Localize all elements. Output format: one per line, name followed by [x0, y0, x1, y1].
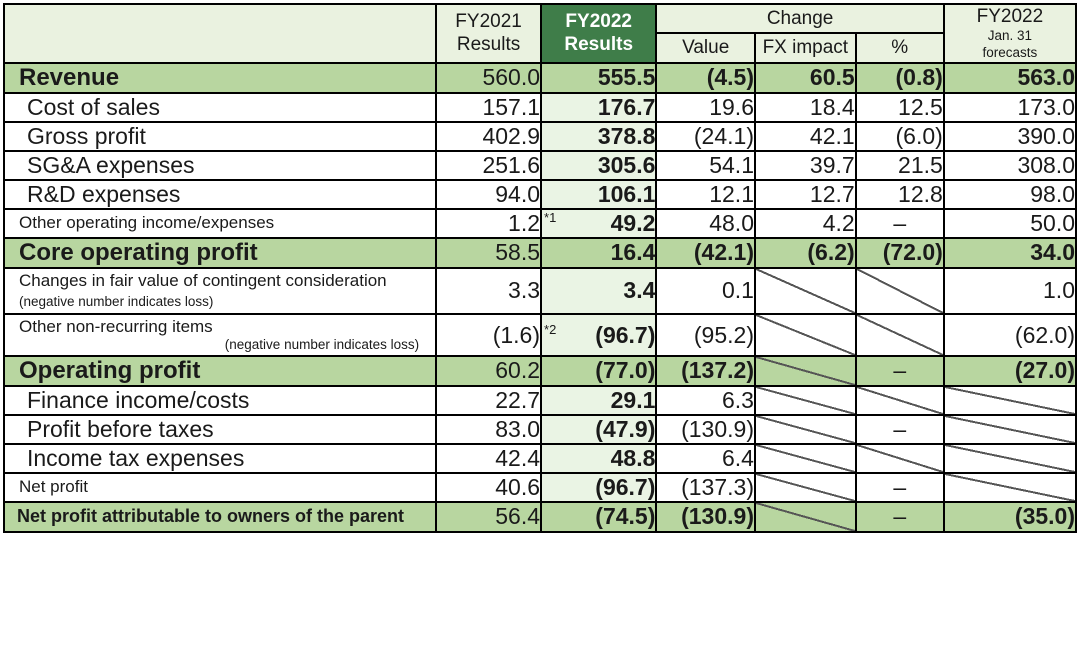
row-label-sga-expenses: SG&A expenses [4, 151, 436, 180]
cell-revenue-change-value: (4.5) [656, 63, 755, 93]
row-label-income-tax: Income tax expenses [4, 444, 436, 473]
cell-fair-value-change-pct-empty [856, 268, 944, 314]
header-change-fx: FX impact [755, 33, 856, 62]
cell-rd-change-fx: 12.7 [755, 180, 856, 209]
cell-other-operating-change-fx: 4.2 [755, 209, 856, 238]
row-label-finance-income: Finance income/costs [4, 386, 436, 415]
cell-finance-income-change-pct-empty [856, 386, 944, 415]
row-label-non-recurring-text: Other non-recurring items [19, 317, 213, 337]
row-label-cost-of-sales: Cost of sales [4, 93, 436, 122]
cell-income-tax-forecast-empty [944, 444, 1076, 473]
table-row [4, 209, 1076, 238]
cell-fair-value-change-fx-empty [755, 268, 856, 314]
cell-core-operating-change-pct: (72.0) [856, 238, 944, 268]
table-row [4, 444, 1076, 473]
cell-finance-income-change-value: 6.3 [656, 386, 755, 415]
cell-net-profit-owners-fy2022: (74.5) [541, 502, 656, 532]
cell-revenue-change-fx: 60.5 [755, 63, 856, 93]
cell-income-tax-change-value: 6.4 [656, 444, 755, 473]
table-row [4, 122, 1076, 151]
row-label-non-recurring [4, 314, 436, 356]
row-label-non-recurring-note: (negative number indicates loss) [224, 337, 420, 353]
cell-income-tax-fy2021: 42.4 [436, 444, 541, 473]
cell-non-recurring-change-fx-empty [755, 314, 856, 356]
cell-non-recurring-change-value: (95.2) [656, 314, 755, 356]
cell-operating-profit-forecast: (27.0) [944, 356, 1076, 386]
header-forecast-line1: FY2022 [976, 6, 1044, 27]
table-body [4, 63, 1076, 532]
cell-revenue-fy2021: 560.0 [436, 63, 541, 93]
table-row [4, 93, 1076, 122]
cell-other-operating-fy2022-value: 49.2 [610, 209, 656, 236]
header-forecast-line2: Jan. 31 [987, 28, 1033, 44]
cell-core-operating-fy2022: 16.4 [541, 238, 656, 268]
cell-operating-profit-change-pct: – [856, 356, 944, 386]
cell-fair-value-forecast: 1.0 [944, 268, 1076, 314]
cell-net-profit-change-pct: – [856, 473, 944, 502]
financial-results-table [3, 3, 1077, 533]
financial-results-sheet [0, 3, 1080, 668]
cell-rd-fy2022: 106.1 [541, 180, 656, 209]
cell-other-operating-change-value: 48.0 [656, 209, 755, 238]
cell-cost-of-sales-change-pct: 12.5 [856, 93, 944, 122]
cell-profit-before-taxes-change-pct: – [856, 415, 944, 444]
cell-operating-profit-change-fx-empty [755, 356, 856, 386]
cell-sga-fy2022: 305.6 [541, 151, 656, 180]
cell-core-operating-forecast: 34.0 [944, 238, 1076, 268]
table-row [4, 268, 1076, 314]
header-blank-corner [4, 4, 436, 63]
table-row [4, 386, 1076, 415]
row-label-fair-value-change [4, 268, 436, 314]
header-change-value: Value [656, 33, 755, 62]
cell-fair-value-fy2021: 3.3 [436, 268, 541, 314]
row-label-net-profit-owners: Net profit attributable to owners of the parent [4, 502, 436, 532]
cell-profit-before-taxes-fy2022: (47.9) [541, 415, 656, 444]
row-label-net-profit: Net profit [4, 473, 436, 502]
cell-cost-of-sales-fy2022: 176.7 [541, 93, 656, 122]
cell-income-tax-change-fx-empty [755, 444, 856, 473]
cell-net-profit-change-value: (137.3) [656, 473, 755, 502]
cell-fair-value-fy2022: 3.4 [541, 268, 656, 314]
cell-profit-before-taxes-change-value: (130.9) [656, 415, 755, 444]
cell-sga-change-fx: 39.7 [755, 151, 856, 180]
cell-profit-before-taxes-forecast-empty [944, 415, 1076, 444]
row-label-gross-profit: Gross profit [4, 122, 436, 151]
cell-non-recurring-forecast: (62.0) [944, 314, 1076, 356]
cell-revenue-fy2022: 555.5 [541, 63, 656, 93]
header-fy2021-results [436, 4, 541, 63]
cell-operating-profit-fy2021: 60.2 [436, 356, 541, 386]
cell-finance-income-fy2022: 29.1 [541, 386, 656, 415]
table-row [4, 238, 1076, 268]
table-header [4, 4, 1076, 63]
cell-net-profit-fy2022: (96.7) [541, 473, 656, 502]
cell-gross-profit-change-value: (24.1) [656, 122, 755, 151]
row-label-revenue: Revenue [4, 63, 436, 93]
table-row [4, 356, 1076, 386]
header-fy2022-line2: Results [564, 34, 634, 56]
header-row-top [4, 4, 1076, 33]
cell-gross-profit-change-fx: 42.1 [755, 122, 856, 151]
cell-cost-of-sales-fy2021: 157.1 [436, 93, 541, 122]
cell-finance-income-forecast-empty [944, 386, 1076, 415]
cell-finance-income-fy2021: 22.7 [436, 386, 541, 415]
table-row [4, 502, 1076, 532]
cell-net-profit-owners-change-value: (130.9) [656, 502, 755, 532]
table-row [4, 180, 1076, 209]
cell-net-profit-fy2021: 40.6 [436, 473, 541, 502]
row-label-rd-expenses: R&D expenses [4, 180, 436, 209]
cell-net-profit-owners-change-fx-empty [755, 502, 856, 532]
cell-other-operating-change-pct: – [856, 209, 944, 238]
cell-non-recurring-fy2022-value: (96.7) [595, 321, 656, 348]
cell-sga-fy2021: 251.6 [436, 151, 541, 180]
cell-rd-change-pct: 12.8 [856, 180, 944, 209]
cell-revenue-change-pct: (0.8) [856, 63, 944, 93]
header-fy2021-line2: Results [456, 34, 521, 56]
table-row [4, 415, 1076, 444]
table-row [4, 63, 1076, 93]
header-change-group: Change [656, 4, 943, 33]
table-row [4, 473, 1076, 502]
cell-non-recurring-fy2021: (1.6) [436, 314, 541, 356]
footnote-marker-2: *2 [544, 321, 557, 337]
cell-cost-of-sales-change-value: 19.6 [656, 93, 755, 122]
cell-profit-before-taxes-fy2021: 83.0 [436, 415, 541, 444]
cell-sga-change-value: 54.1 [656, 151, 755, 180]
cell-gross-profit-change-pct: (6.0) [856, 122, 944, 151]
cell-net-profit-owners-fy2021: 56.4 [436, 502, 541, 532]
cell-gross-profit-fy2021: 402.9 [436, 122, 541, 151]
cell-fair-value-change-value: 0.1 [656, 268, 755, 314]
cell-operating-profit-change-value: (137.2) [656, 356, 755, 386]
row-label-profit-before-taxes: Profit before taxes [4, 415, 436, 444]
cell-non-recurring-change-pct-empty [856, 314, 944, 356]
cell-income-tax-fy2022: 48.8 [541, 444, 656, 473]
cell-revenue-forecast: 563.0 [944, 63, 1076, 93]
cell-net-profit-forecast-empty [944, 473, 1076, 502]
row-label-fair-value-change-note: (negative number indicates loss) [19, 293, 214, 309]
footnote-marker-1: *1 [544, 209, 557, 225]
cell-cost-of-sales-forecast: 173.0 [944, 93, 1076, 122]
row-label-other-operating: Other operating income/expenses [4, 209, 436, 238]
cell-sga-forecast: 308.0 [944, 151, 1076, 180]
cell-gross-profit-fy2022: 378.8 [541, 122, 656, 151]
header-fy2022-results [541, 4, 656, 63]
cell-other-operating-forecast: 50.0 [944, 209, 1076, 238]
header-fy2021-line1: FY2021 [455, 11, 522, 33]
cell-net-profit-owners-forecast: (35.0) [944, 502, 1076, 532]
cell-core-operating-change-fx: (6.2) [755, 238, 856, 268]
cell-income-tax-change-pct-empty [856, 444, 944, 473]
cell-non-recurring-fy2022 [541, 314, 656, 356]
table-row [4, 314, 1076, 356]
cell-sga-change-pct: 21.5 [856, 151, 944, 180]
cell-profit-before-taxes-change-fx-empty [755, 415, 856, 444]
cell-rd-forecast: 98.0 [944, 180, 1076, 209]
cell-other-operating-fy2021: 1.2 [436, 209, 541, 238]
cell-finance-income-change-fx-empty [755, 386, 856, 415]
cell-other-operating-fy2022 [541, 209, 656, 238]
cell-core-operating-fy2021: 58.5 [436, 238, 541, 268]
row-label-core-operating-profit: Core operating profit [4, 238, 436, 268]
cell-rd-change-value: 12.1 [656, 180, 755, 209]
cell-rd-fy2021: 94.0 [436, 180, 541, 209]
header-forecast-line3: forecasts [982, 45, 1038, 61]
cell-operating-profit-fy2022: (77.0) [541, 356, 656, 386]
cell-net-profit-change-fx-empty [755, 473, 856, 502]
table-row [4, 151, 1076, 180]
header-change-percent: % [856, 33, 944, 62]
cell-gross-profit-forecast: 390.0 [944, 122, 1076, 151]
header-forecast [944, 4, 1076, 63]
row-label-operating-profit: Operating profit [4, 356, 436, 386]
header-fy2022-line1: FY2022 [565, 11, 632, 33]
cell-core-operating-change-value: (42.1) [656, 238, 755, 268]
cell-cost-of-sales-change-fx: 18.4 [755, 93, 856, 122]
cell-net-profit-owners-change-pct: – [856, 502, 944, 532]
row-label-fair-value-change-text: Changes in fair value of contingent consideration [19, 270, 387, 290]
